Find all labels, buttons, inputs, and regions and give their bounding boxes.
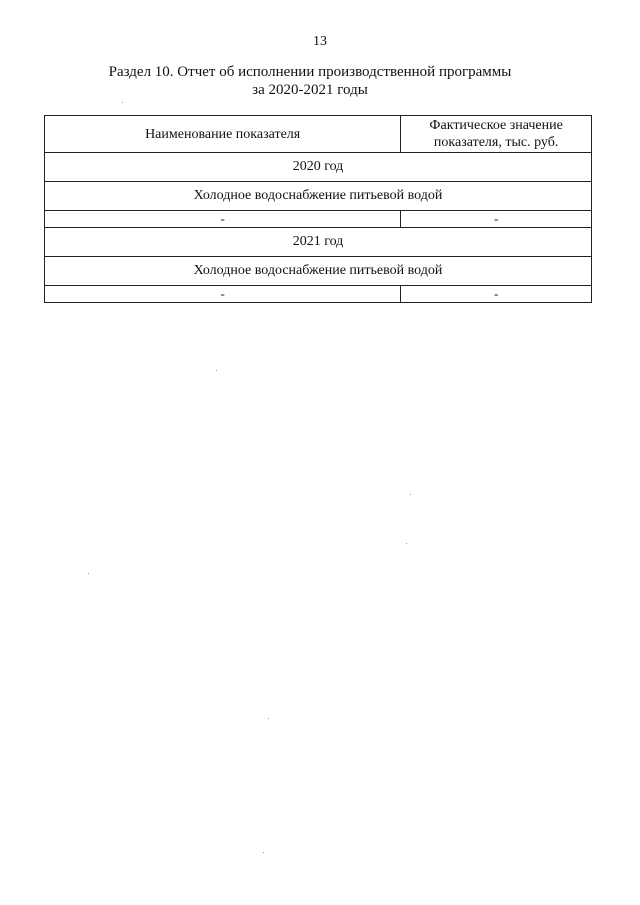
year-row — [45, 228, 592, 257]
report-table — [44, 115, 592, 303]
scan-speck — [268, 718, 269, 719]
scan-speck — [410, 494, 411, 495]
year-label: 2020 год — [45, 153, 592, 182]
group-row — [45, 182, 592, 211]
year-label: 2021 год — [45, 228, 592, 257]
section-title — [60, 63, 560, 99]
group-label: Холодное водоснабжение питьевой водой — [45, 182, 592, 211]
scan-speck — [263, 852, 264, 853]
scan-speck — [216, 370, 217, 371]
table-row — [45, 286, 592, 303]
scan-speck — [406, 543, 407, 544]
indicator-name-cell: - — [45, 286, 401, 303]
table-row — [45, 211, 592, 228]
indicator-name-cell: - — [45, 211, 401, 228]
page-number: 13 — [313, 34, 327, 49]
actual-value-cell: - — [401, 286, 592, 303]
table-header-row — [45, 116, 592, 153]
section-title-line-1: Раздел 10. Отчет об исполнении производственной программы — [108, 64, 512, 80]
section-title-line-2: за 2020-2021 годы — [252, 82, 368, 98]
actual-value-cell: - — [401, 211, 592, 228]
header-indicator-name: Наименование показателя — [45, 116, 401, 153]
header-actual-value: Фактическое значение показателя, тыс. руб. — [401, 116, 592, 153]
scan-speck — [122, 102, 123, 103]
scan-speck — [88, 573, 89, 574]
year-row — [45, 153, 592, 182]
group-row — [45, 257, 592, 286]
group-label: Холодное водоснабжение питьевой водой — [45, 257, 592, 286]
